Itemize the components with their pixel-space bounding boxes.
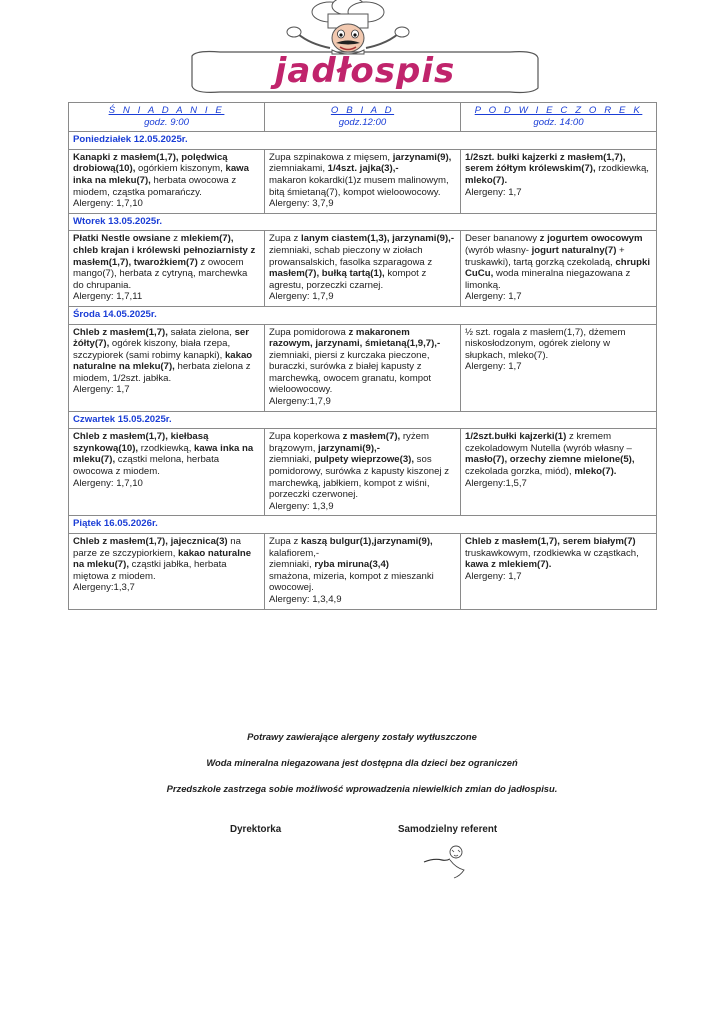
column-time: godz.12:00: [338, 116, 387, 128]
allergen-text: pulpety wieprzowe(3),: [314, 454, 415, 466]
meal-row: [69, 324, 657, 411]
allergen-text: jarzynami(9),: [392, 151, 452, 163]
meal-cell-snack: [461, 534, 657, 610]
meal-text: Alergeny: 1,7: [73, 384, 130, 396]
day-header-row: [69, 516, 657, 534]
allergen-text: 1/4szt. jajka(3),-: [327, 163, 399, 175]
meal-text: Deser bananowy: [465, 233, 540, 245]
meal-cell-snack: [461, 324, 657, 411]
meal-text: Alergeny: 1,7: [465, 361, 522, 373]
meal-row: [69, 231, 657, 307]
allergen-text: lanym ciastem(1,3), jarzynami(9),-: [301, 233, 455, 245]
meal-cell-breakfast: [69, 324, 265, 411]
meal-text: truskawkowym, rzodkiewka w cząstkach,: [465, 547, 639, 559]
meal-text: Alergeny:1,7,9: [269, 396, 331, 408]
page-title: jadłospis: [274, 51, 456, 91]
column-header-snack: [461, 103, 657, 132]
allergen-text: mleko(7).: [574, 466, 617, 478]
allergen-text: z jogurtem owocowym: [539, 233, 643, 245]
meal-text: ziemniakami,: [269, 163, 328, 175]
meal-text: Alergeny:1,3,7: [73, 582, 135, 594]
day-header-row: [69, 306, 657, 324]
day-header-row: [69, 132, 657, 150]
meal-cell-lunch: [265, 429, 461, 516]
allergen-text: kaszą bulgur(1),jarzynami(9),: [301, 536, 433, 547]
allergen-text: chrupki CuCu,: [465, 256, 651, 280]
meal-text: herbata zielona z miodem, 1/2szt. jabłka.: [73, 361, 251, 384]
menu-table: [68, 102, 657, 610]
allergen-text: ryba miruna(3,4): [314, 559, 389, 571]
meal-text: makaron kokardki(1)z musem malinowym, bitą śmietaną(7), kompot wieloowocowy.: [269, 174, 449, 198]
signature-label-referent: Samodzielny referent: [398, 824, 498, 835]
allergen-text: 1/2szt.bułki kajzerki(1): [465, 431, 567, 443]
meal-cell-breakfast: [69, 534, 265, 610]
logo: [180, 0, 550, 96]
allergen-text: Chleb z masłem(1,7), serem białym(7): [465, 536, 636, 547]
allergen-text: mleko(7).: [465, 174, 508, 186]
column-name: Ś N I A D A N I E: [108, 105, 225, 116]
allergen-text: kawa z mlekiem(7).: [465, 559, 552, 571]
meal-text: Alergeny: 3,7,9: [269, 198, 334, 210]
day-label: Wtorek 13.05.2025r.: [69, 213, 657, 231]
meal-row: [69, 149, 657, 213]
meal-cell-lunch: [265, 149, 461, 213]
column-header-row: [69, 103, 657, 132]
column-name: P O D W I E C Z O R E K: [474, 105, 643, 116]
allergen-text: kakao naturalne na mleku(7),: [73, 349, 253, 373]
meal-text: + truskawki), tartą gorzką czekoladą,: [465, 244, 625, 268]
meal-text: Alergeny: 1,3,9: [269, 500, 334, 512]
meal-text: Alergeny: 1,7: [465, 186, 522, 198]
meal-text: ziemniaki, schab pieczony w ziołach prowansalskich, fasolka szparagowa z: [269, 244, 433, 268]
note-changes: Przedszkole zastrzega sobie możliwość wprowadzenia niewielkich zmian do jadłospisu.: [166, 783, 558, 794]
meal-cell-snack: [461, 429, 657, 516]
allergen-text: Chleb z masłem(1,7), jajecznica(3): [73, 536, 228, 547]
meal-text: sałata zielona,: [167, 326, 235, 338]
meal-text: kalafiorem,-: [269, 547, 320, 559]
meal-text: Alergeny:1,5,7: [465, 477, 527, 489]
allergen-text: mlekiem(7), chleb krajan i królewski pełnoziarnisty z masłem(1,7), twarożkiem(7): [73, 233, 256, 268]
meal-cell-breakfast: [69, 231, 265, 307]
menu-body: [69, 132, 657, 609]
meal-text: Alergeny: 1,3,4,9: [269, 593, 342, 605]
allergen-text: Kanapki z masłem(1,7), polędwicą drobiową(10),: [73, 151, 228, 175]
meal-cell-snack: [461, 231, 657, 307]
meal-text: Zupa koperkowa: [269, 431, 343, 443]
meal-text: z kremem czekoladowym Nutella (wyrób własny –: [465, 431, 632, 454]
column-header-lunch: [265, 103, 461, 132]
meal-text: smażona, mizeria, kompot z mieszanki owocowej.: [269, 570, 434, 594]
meal-text: Zupa z: [269, 536, 301, 547]
note-water: Woda mineralna niegazowana jest dostępna dla dzieci bez ograniczeń: [206, 757, 518, 768]
meal-text: woda mineralna niegazowana z limonką.: [465, 268, 631, 291]
allergen-text: kawa inka na mleku(7),: [73, 163, 249, 186]
meal-text: Alergeny: 1,7,11: [73, 291, 143, 303]
meal-cell-lunch: [265, 231, 461, 307]
day-header-row: [69, 213, 657, 231]
note-allergens: Potrawy zawierające alergeny zostały wytłuszczone: [247, 731, 477, 742]
allergen-text: z makaronem razowym, jarzynami, śmietaną(1,9,7),-: [269, 326, 441, 350]
allergen-text: kakao naturalne na mleku(7),: [73, 547, 252, 571]
meal-cell-breakfast: [69, 149, 265, 213]
meal-text: z: [170, 233, 181, 245]
meal-text: ogórek kiszony, biała rzepa, szczypiorek (sami robimy kanapki),: [73, 338, 231, 361]
column-name: O B I A D: [330, 105, 395, 116]
meal-cell-lunch: [265, 534, 461, 610]
meal-text: czekolada gorzka, miód),: [465, 466, 575, 478]
meal-text: ziemniaki,: [269, 559, 312, 571]
meal-cell-snack: [461, 149, 657, 213]
meal-cell-breakfast: [69, 429, 265, 516]
meal-text: rzodkiewką,: [138, 442, 195, 454]
allergen-text: kawa inka na mleku(7),: [73, 442, 254, 466]
column-time: godz. 14:00: [533, 116, 584, 128]
meal-text: sos pomidorowy, surówka z kapusty kiszonej z marchewką, jabłkiem, kompot z wiśni, porzeczki czerwonej.: [269, 454, 450, 501]
meal-text: Alergeny: 1,7,9: [269, 291, 334, 303]
signature-scribble-icon: [420, 840, 470, 882]
allergen-text: jarzynami(9),-: [318, 442, 380, 454]
meal-text: na parze ze szczypiorkiem,: [73, 536, 241, 559]
meal-cell-lunch: [265, 324, 461, 411]
meal-text: Alergeny: 1,7,10: [73, 198, 143, 210]
allergen-text: masło(7), orzechy ziemne mielone(5),: [465, 454, 635, 466]
meal-text: (wyrób własny-: [465, 244, 532, 256]
meal-text: cząstki melona, herbata owocowa z miodem.: [73, 454, 220, 478]
day-label: Środa 14.05.2025r.: [69, 306, 657, 324]
meal-text: kompot z agrestu, porzeczki czarnej.: [269, 268, 427, 291]
day-label: Poniedziałek 12.05.2025r.: [69, 132, 657, 150]
meal-row: [69, 534, 657, 610]
allergen-text: Płatki Nestle owsiane: [73, 233, 171, 245]
meal-text: Alergeny: 1,7,10: [73, 477, 143, 489]
meal-text: Zupa szpinakowa z mięsem,: [269, 151, 393, 163]
meal-text: ziemniaki,: [269, 454, 312, 466]
meal-text: rzodkiewką,: [595, 163, 649, 175]
day-label: Czwartek 15.05.2025r.: [69, 411, 657, 429]
day-label: Piątek 16.05.2026r.: [69, 516, 657, 534]
meal-text: herbata owocowa z miodem, cząstka pomarańczy.: [73, 174, 237, 198]
allergen-text: ser żółty(7),: [73, 326, 249, 350]
meal-text: ½ szt. rogala z masłem(1,7), dżemem niskosłodzonym, ogórek zielony w słupkach, mleko(7).: [465, 326, 626, 361]
column-header-breakfast: [69, 103, 265, 132]
meal-text: cząstki jabłka, herbata miętowa z miodem.: [73, 559, 227, 582]
meal-text: Alergeny: 1,7: [465, 570, 522, 582]
allergen-text: Chleb z masłem(1,7), kiełbasą szynkową(10),: [73, 431, 209, 454]
column-time: godz. 9:00: [144, 116, 189, 128]
allergen-text: masłem(7), bułką tartą(1),: [269, 268, 385, 280]
meal-text: Alergeny: 1,7: [465, 291, 522, 303]
meal-text: z owocem mango(7), herbata z cytryną, marchewka do chrupania.: [73, 256, 248, 291]
notes: [68, 730, 656, 808]
meal-text: ziemniaki, piersi z kurczaka pieczone, buraczki, surówka z białej kapusty z marchewką, owocem granatu, kompot wieloowocowy.: [269, 349, 432, 396]
allergen-text: jogurt naturalny(7): [531, 244, 617, 256]
allergen-text: z masłem(7),: [342, 431, 401, 443]
meal-text: Zupa pomidorowa: [269, 326, 349, 338]
allergen-text: 1/2szt. bułki kajzerki z masłem(1,7), serem żółtym królewskim(7),: [465, 151, 626, 175]
allergen-text: Chleb z masłem(1,7),: [73, 326, 168, 338]
meal-text: ryżem brązowym,: [269, 431, 429, 454]
meal-text: ogórkiem kiszonym,: [135, 163, 226, 175]
signature-label-director: Dyrektorka: [230, 824, 282, 835]
meal-row: [69, 429, 657, 516]
day-header-row: [69, 411, 657, 429]
meal-text: Zupa z: [269, 233, 301, 245]
